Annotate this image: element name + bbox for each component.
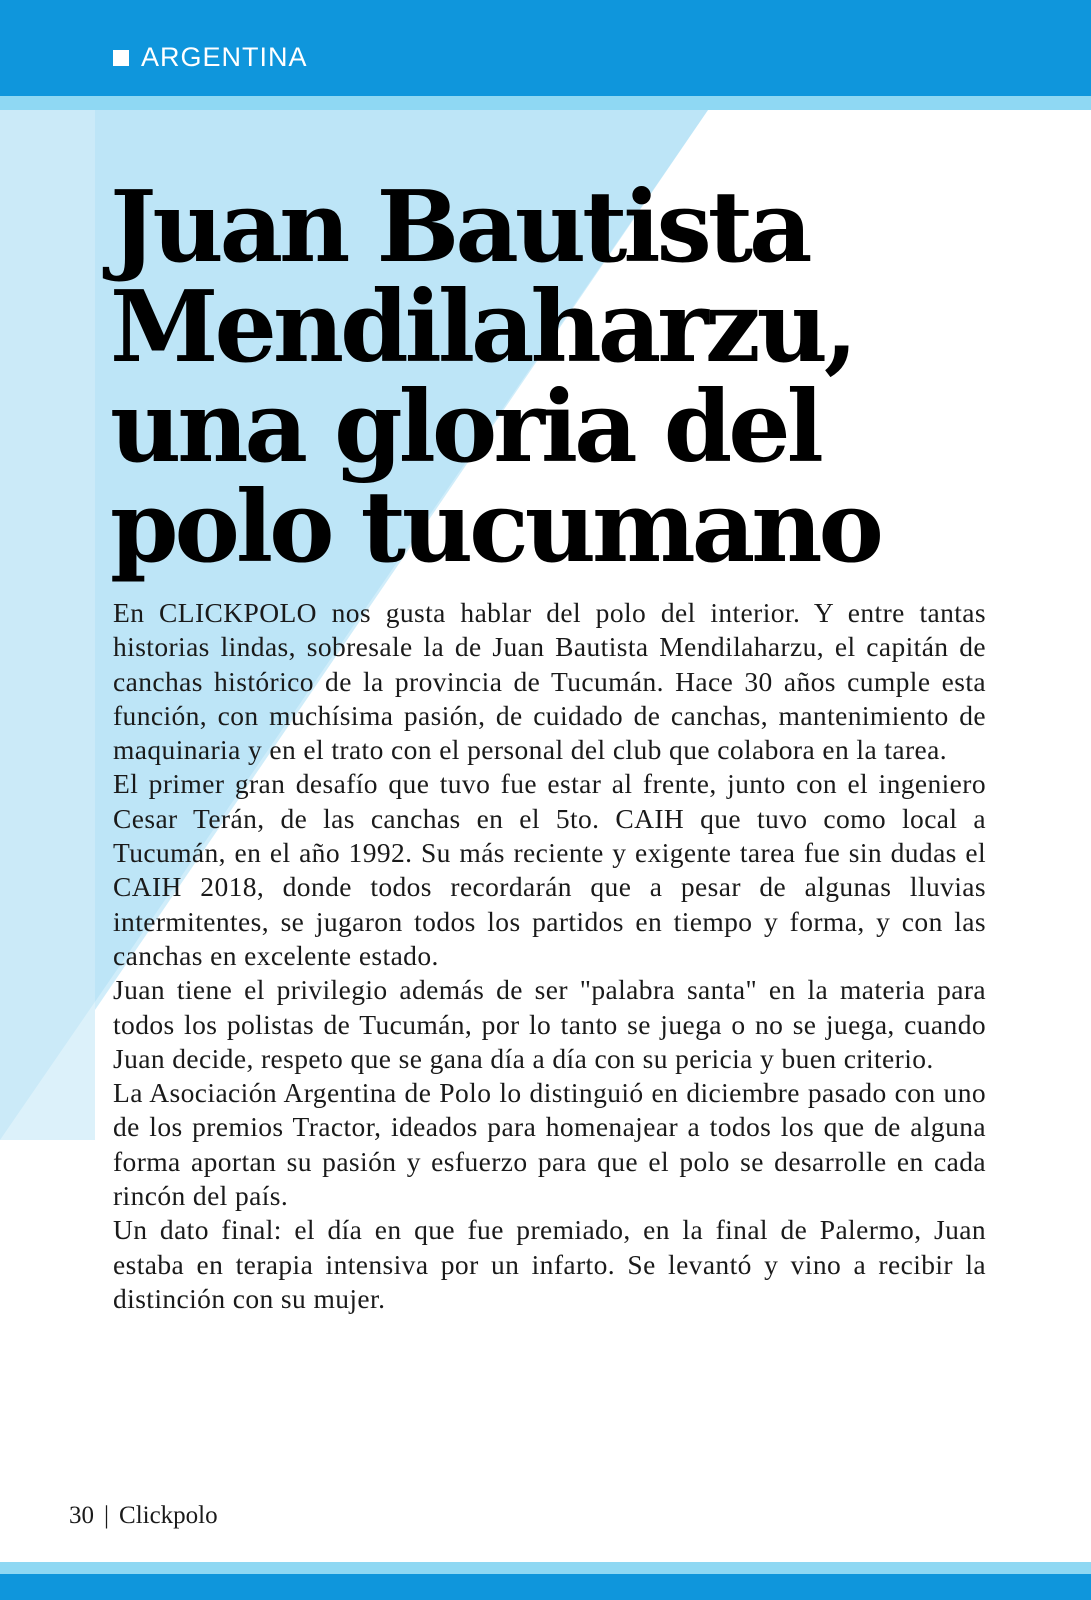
page-number: 30 [69, 1502, 94, 1529]
paragraph: En CLICKPOLO nos gusta hablar del polo del interior. Y entre tantas historias lindas, sobresale la de Juan Bautista Mendilaharzu, el capitán de canchas histórico de la provincia de Tucumán. Hace 30 años cumple esta función, con muchísima pasión, de cuidado de canchas, mantenimiento de maquinaria y en el trato con el personal del club que colabora en la tarea. [113, 597, 986, 766]
pale-panel [0, 110, 95, 1140]
title-line: Mendilaharzu, [110, 270, 854, 385]
section-label [113, 44, 308, 71]
paragraph: Un dato final: el día en que fue premiado, en la final de Palermo, Juan estaba en terapia intensiva por un infarto. Se levantó y vino a recibir la distinción con su mujer. [113, 1214, 986, 1314]
article-title [110, 170, 1010, 585]
square-icon [113, 50, 129, 66]
paragraph: Juan tiene el privilegio además de ser "palabra santa" en la materia para todos los polistas de Tucumán, por lo tanto se juega o no se juega, cuando Juan decide, respeto que se gana día a día con su pericia y buen criterio. [113, 974, 986, 1074]
section-name: ARGENTINA [141, 42, 308, 72]
title-line: una gloria del [110, 370, 820, 485]
footer-accent-stripe [0, 1562, 1091, 1574]
paragraph: El primer gran desafío que tuvo fue estar al frente, junto con el ingeniero Cesar Terán, de las canchas en el 5to. CAIH que tuvo como local a Tucumán, en el año 1992. Su más reciente y exigente tarea fue sin dudas el CAIH 2018, donde todos recordarán que a pesar de algunas lluvias intermitentes, se jugaron todos los partidos en tiempo y forma, y con las canchas en excelente estado. [113, 768, 986, 971]
footer-bar [0, 1574, 1091, 1600]
publication-name: Clickpolo [119, 1502, 218, 1529]
paragraph: La Asociación Argentina de Polo lo distinguió en diciembre pasado con uno de los premios Tractor, ideados para homenajear a todos los que de alguna forma aportan su pasión y esfuerzo para que el polo se desarrolle en cada rincón del país. [113, 1077, 986, 1212]
title-line: polo tucumano [110, 470, 880, 585]
article-body [113, 596, 986, 1316]
footer-separator: | [104, 1502, 110, 1529]
title-line: Juan Bautista [110, 170, 809, 285]
header-accent-stripe [0, 96, 1091, 110]
page-footer [69, 1502, 218, 1530]
